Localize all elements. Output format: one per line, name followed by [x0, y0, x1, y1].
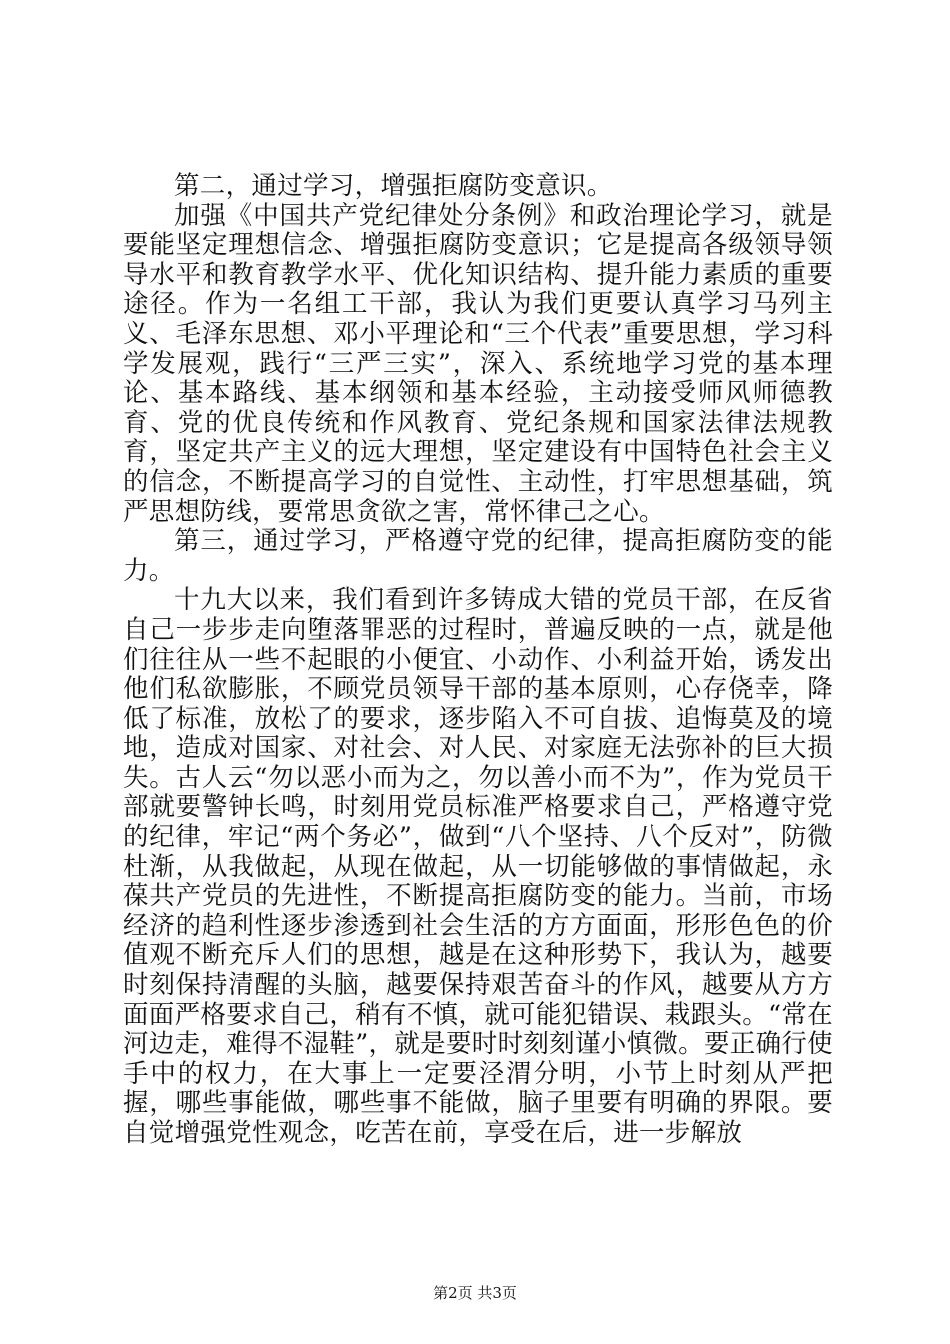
paragraph-heading-three: 第三，通过学习，严格遵守党的纪律，提高拒腐防变的能力。 — [123, 526, 833, 586]
page-number-footer: 第2页 共3页 — [433, 1284, 517, 1302]
paragraph-heading-two: 第二，通过学习，增强拒腐防变意识。 — [174, 171, 613, 201]
paragraph-discipline: 十九大以来，我们看到许多铸成大错的党员干部，在反省自己一步步走向堕落罪恶的过程时，普遍反映的一点，就是他们往往从一些不起眼的小便宜、小动作、小利益开始，诱发出他们私欲膨胀，不顾党员领导干部的基本原则，心存侥幸，降低了标准，放松了的要求，逐步陷入不可自拔、追悔莫及的境地，造成对国家、对社会、对人民、对家庭无法弥补的巨大损失。古人云“勿以恶小而为之，勿以善小而不为”，作为党员干部就要警钟长鸣，时刻用党员标准严格要求自己，严格遵守党的纪律，牢记“两个务必”，做到“八个坚持、八个反对”，防微杜渐，从我做起，从现在做起，从一切能够做的事情做起，永葆共产党员的先进性，不断提高拒腐防变的能力。当前，市场经济的趋利性逐步渗透到社会生活的方方面面，形形色色的价值观不断充斥人们的思想，越是在这种形势下，我认为，越要时刻保持清醒的头脑，越要保持艰苦奋斗的作风，越要从方方面面严格要求自己，稍有不慎，就可能犯错误、栽跟头。“常在河边走，难得不湿鞋”，就是要时时刻刻谨小慎微。要正确行使手中的权力，在大事上一定要泾渭分明，小节上时刻从严把握，哪些事能做，哪些事不能做，脑子里要有明确的界限。要自觉增强党性观念，吃苦在前，享受在后，进一步解放 — [123, 585, 833, 1148]
document-body — [123, 172, 833, 1149]
paragraph-study-theory: 加强《中国共产党纪律处分条例》和政治理论学习，就是要能坚定理想信念、增强拒腐防变意识；它是提高各级领导领导水平和教育教学水平、优化知识结构、提升能力素质的重要途径。作为一名组工干部，我认为我们更要认真学习马列主义、毛泽东思想、邓小平理论和“三个代表”重要思想，学习科学发展观，践行“三严三实”，深入、系统地学习党的基本理论、基本路线、基本纲领和基本经验，主动接受师风师德教育、党的优良传统和作风教育、党纪条规和国家法律法规教育，坚定共产主义的远大理想，坚定建设有中国特色社会主义的信念，不断提高学习的自觉性、主动性，打牢思想基础，筑严思想防线，要常思贪欲之害，常怀律己之心。 — [123, 200, 833, 527]
